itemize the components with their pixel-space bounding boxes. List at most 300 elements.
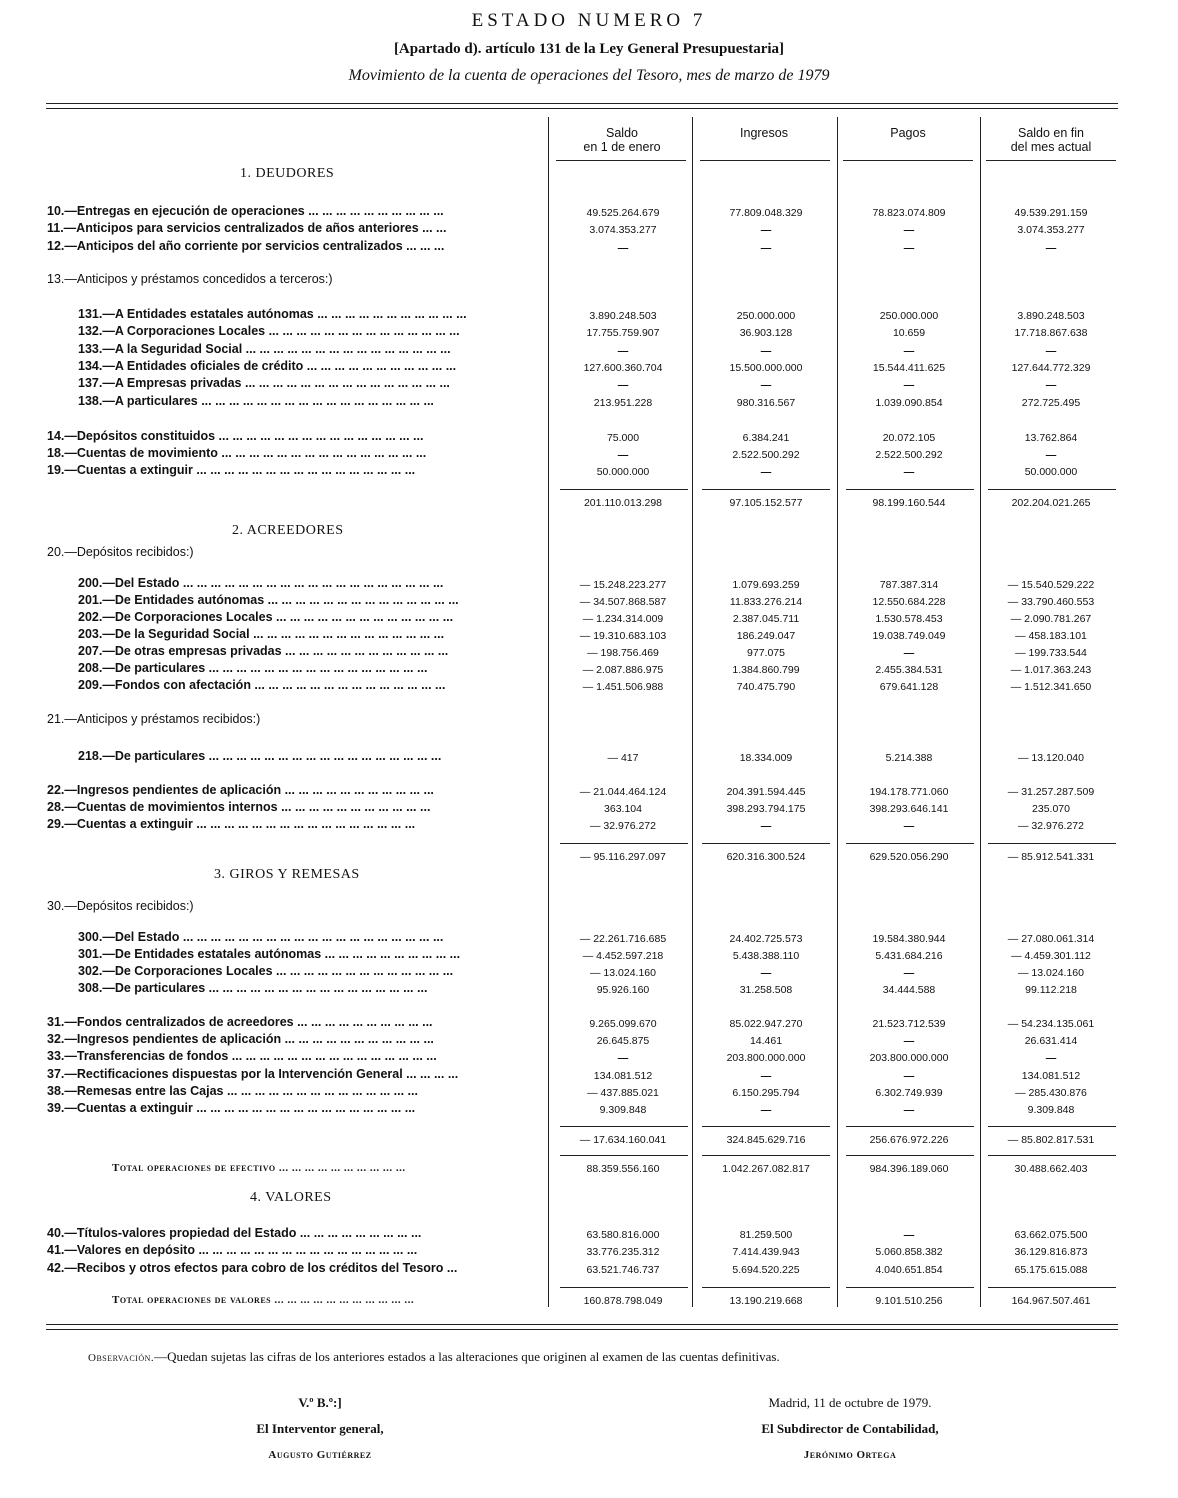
signature-right-line: Madrid, 11 de octubre de 1979. bbox=[768, 1395, 932, 1410]
cell-ingresos: 31.258.508 bbox=[739, 984, 793, 996]
cell-pagos: — bbox=[903, 1035, 915, 1047]
column-header-saldo-final bbox=[984, 126, 1118, 154]
table-row bbox=[0, 1225, 1178, 1243]
subtotal-rule bbox=[702, 489, 830, 490]
table-row bbox=[0, 1048, 1178, 1066]
table-row bbox=[0, 660, 1178, 678]
table-row bbox=[0, 643, 1178, 661]
cell-ingresos: 1.384.860.799 bbox=[732, 664, 800, 676]
observacion-text: —Quedan sujetas las cifras de los anteriores estados a las alteraciones que originen al examen de las cuentas definitivas. bbox=[154, 1349, 780, 1364]
header-underline bbox=[986, 160, 1116, 161]
cell-pagos: — bbox=[903, 466, 915, 478]
table-row bbox=[0, 609, 1178, 627]
cell-ingresos: 740.475.790 bbox=[736, 681, 796, 693]
row-label: 308.—De particulares ... ... ... ... ... ... ... ... ... ... ... ... ... ... ... ... bbox=[78, 981, 428, 995]
row-label: 302.—De Corporaciones Locales ... ... ... ... ... ... ... ... ... ... ... ... ... bbox=[78, 964, 454, 978]
cell-pagos: 1.039.090.854 bbox=[875, 397, 943, 409]
cell-ingresos: 324.845.629.716 bbox=[726, 1134, 806, 1146]
row-label: 21.—Anticipos y préstamos recibidos:) bbox=[47, 712, 261, 726]
cell-saldo-inicial: — 1.451.506.988 bbox=[582, 681, 664, 693]
subtotal-rule bbox=[988, 1126, 1116, 1127]
cell-saldo-inicial: 50.000.000 bbox=[596, 466, 650, 478]
cell-saldo-final: — 13.024.160 bbox=[1018, 967, 1084, 979]
cell-saldo-final: 272.725.495 bbox=[1021, 397, 1081, 409]
cell-saldo-inicial: 127.600.360.704 bbox=[583, 362, 663, 374]
cell-ingresos: 7.414.439.943 bbox=[732, 1246, 800, 1258]
cell-saldo-final: 36.129.816.873 bbox=[1014, 1246, 1088, 1258]
cell-saldo-final: — 285.430.876 bbox=[1015, 1087, 1087, 1099]
row-label: 33.—Transferencias de fondos ... ... ... ... ... ... ... ... ... ... ... ... ... ... ... bbox=[47, 1049, 437, 1063]
cell-saldo-inicial: — 34.507.868.587 bbox=[579, 596, 667, 608]
row-label: 12.—Anticipos del año corriente por servicios centralizados ... ... ... bbox=[47, 239, 445, 253]
column-header-line: del mes actual bbox=[1010, 140, 1092, 154]
cell-ingresos: — bbox=[760, 1070, 772, 1082]
table-row bbox=[0, 1083, 1178, 1101]
cell-saldo-inicial: 49.525.264.679 bbox=[586, 207, 660, 219]
cell-saldo-inicial: — 19.310.683.103 bbox=[579, 630, 667, 642]
row-label: 20.—Depósitos recibidos:) bbox=[47, 545, 194, 559]
cell-saldo-inicial: 33.776.235.312 bbox=[586, 1246, 660, 1258]
section-acreedores: 2. ACREEDORES bbox=[232, 523, 344, 538]
table-row bbox=[0, 1066, 1178, 1084]
cell-saldo-final: — 85.912.541.331 bbox=[1007, 851, 1095, 863]
cell-pagos: 10.659 bbox=[892, 327, 926, 339]
cell-ingresos: 203.800.000.000 bbox=[726, 1052, 806, 1064]
row-label: 38.—Remesas entre las Cajas ... ... ... ... ... ... ... ... ... ... ... ... ... ... bbox=[47, 1084, 418, 1098]
cell-saldo-final: — 85.802.817.531 bbox=[1007, 1134, 1095, 1146]
row-label: Total operaciones de valores ... ... ... ... ... ... ... ... ... ... ... bbox=[112, 1294, 415, 1306]
header-underline bbox=[700, 160, 830, 161]
column-header-line: Saldo bbox=[606, 126, 638, 140]
cell-pagos: 5.060.858.382 bbox=[875, 1246, 943, 1258]
cell-saldo-inicial: — 21.044.464.124 bbox=[579, 786, 667, 798]
cell-ingresos: — bbox=[760, 820, 772, 832]
subtotal-rule bbox=[702, 843, 830, 844]
cell-pagos: — bbox=[903, 345, 915, 357]
cell-saldo-final: — 31.257.287.509 bbox=[1007, 786, 1095, 798]
row-label: 32.—Ingresos pendientes de aplicación ... ... ... ... ... ... ... ... ... ... ... bbox=[47, 1032, 434, 1046]
cell-saldo-final: 9.309.848 bbox=[1027, 1104, 1075, 1116]
cell-saldo-inicial: 213.951.228 bbox=[593, 397, 653, 409]
row-label: 39.—Cuentas a extinguir ... ... ... ... ... ... ... ... ... ... ... ... ... ... ... ... bbox=[47, 1101, 416, 1115]
observacion-label: Observación. bbox=[88, 1352, 155, 1364]
cell-pagos: 21.523.712.539 bbox=[872, 1018, 946, 1030]
row-label: 209.—Fondos con afectación ... ... ... ... ... ... ... ... ... ... ... ... ... ... bbox=[78, 678, 446, 692]
total-row bbox=[0, 1292, 1178, 1310]
row-label: 137.—A Empresas privadas ... ... ... ... ... ... ... ... ... ... ... ... ... ... ... bbox=[78, 376, 450, 390]
subtotal-row bbox=[0, 494, 1178, 512]
cell-pagos: 1.530.578.453 bbox=[875, 613, 943, 625]
cell-pagos: 250.000.000 bbox=[879, 310, 939, 322]
table-row bbox=[0, 626, 1178, 644]
row-label: 19.—Cuentas a extinguir ... ... ... ... ... ... ... ... ... ... ... ... ... ... ... ... bbox=[47, 463, 416, 477]
cell-saldo-final: 49.539.291.159 bbox=[1014, 207, 1088, 219]
cell-pagos: 398.293.646.141 bbox=[869, 803, 949, 815]
subtotal-rule bbox=[560, 843, 688, 844]
cell-saldo-inicial: 134.081.512 bbox=[593, 1070, 653, 1082]
row-label: 134.—A Entidades oficiales de crédito ... ... ... ... ... ... ... ... ... ... ... bbox=[78, 359, 457, 373]
table-row bbox=[0, 711, 1178, 729]
cell-saldo-inicial: 3.074.353.277 bbox=[589, 224, 657, 236]
signature-right-name: Jerónimo Ortega bbox=[803, 1449, 897, 1461]
cell-pagos: 5.214.388 bbox=[885, 752, 933, 764]
bottom-rule-2 bbox=[46, 1329, 1118, 1330]
cell-saldo-final: 99.112.218 bbox=[1025, 984, 1077, 996]
table-row bbox=[0, 1260, 1178, 1278]
cell-saldo-final: 164.967.507.461 bbox=[1011, 1295, 1091, 1307]
row-label: 40.—Títulos-valores propiedad del Estado ... ... ... ... ... ... ... ... ... bbox=[47, 1226, 422, 1240]
table-row bbox=[0, 1242, 1178, 1260]
cell-ingresos: 81.259.500 bbox=[739, 1229, 793, 1241]
top-rule bbox=[46, 103, 1118, 104]
cell-pagos: 34.444.588 bbox=[882, 984, 936, 996]
cell-ingresos: 5.694.520.225 bbox=[732, 1264, 800, 1276]
cell-pagos: 2.455.384.531 bbox=[875, 664, 943, 676]
table-row bbox=[0, 677, 1178, 695]
cell-pagos: 4.040.651.854 bbox=[875, 1264, 943, 1276]
table-row bbox=[0, 592, 1178, 610]
cell-ingresos: — bbox=[760, 224, 772, 236]
table-row bbox=[0, 748, 1178, 766]
cell-ingresos: — bbox=[760, 242, 772, 254]
cell-pagos: 6.302.749.939 bbox=[875, 1087, 943, 1099]
cell-saldo-inicial: 201.110.013.298 bbox=[583, 497, 663, 509]
cell-pagos: 2.522.500.292 bbox=[875, 449, 943, 461]
cell-ingresos: 1.079.693.259 bbox=[732, 579, 800, 591]
cell-saldo-final: — 4.459.301.112 bbox=[1011, 950, 1091, 962]
header-underline bbox=[556, 160, 686, 161]
header-underline bbox=[843, 160, 973, 161]
table-row bbox=[0, 1031, 1178, 1049]
cell-pagos: — bbox=[903, 967, 915, 979]
cell-saldo-final: 17.718.867.638 bbox=[1014, 327, 1088, 339]
cell-saldo-final: 127.644.772.329 bbox=[1011, 362, 1091, 374]
cell-saldo-inicial: 9.309.848 bbox=[599, 1104, 647, 1116]
cell-ingresos: 398.293.794.175 bbox=[726, 803, 806, 815]
cell-ingresos: 620.316.300.524 bbox=[726, 851, 806, 863]
cell-saldo-final: — 1.017.363.243 bbox=[1010, 664, 1092, 676]
row-label: 29.—Cuentas a extinguir ... ... ... ... ... ... ... ... ... ... ... ... ... ... ... ... bbox=[47, 817, 416, 831]
table-row bbox=[0, 544, 1178, 562]
row-label: 18.—Cuentas de movimiento ... ... ... ... ... ... ... ... ... ... ... ... ... ... ... bbox=[47, 446, 427, 460]
table-row bbox=[0, 462, 1178, 480]
cell-saldo-inicial: 3.890.248.503 bbox=[589, 310, 657, 322]
cell-ingresos: — bbox=[760, 1104, 772, 1116]
cell-saldo-final: — bbox=[1045, 242, 1057, 254]
table-row bbox=[0, 929, 1178, 947]
column-header-line: Saldo en fin bbox=[1017, 126, 1085, 140]
cell-saldo-final: — bbox=[1045, 1052, 1057, 1064]
cell-saldo-inicial: 63.521.746.737 bbox=[586, 1264, 660, 1276]
cell-ingresos: — bbox=[760, 466, 772, 478]
subtotal-rule bbox=[560, 1287, 688, 1288]
row-label: 203.—De la Seguridad Social ... ... ... ... ... ... ... ... ... ... ... ... ... ... bbox=[78, 627, 445, 641]
cell-pagos: 98.199.160.544 bbox=[872, 497, 946, 509]
cell-pagos: — bbox=[903, 647, 915, 659]
cell-saldo-final: 3.074.353.277 bbox=[1017, 224, 1085, 236]
table-row bbox=[0, 1014, 1178, 1032]
cell-saldo-inicial: 75.000 bbox=[606, 432, 640, 444]
cell-saldo-inicial: — 198.756.469 bbox=[587, 647, 659, 659]
row-label: 202.—De Corporaciones Locales ... ... ... ... ... ... ... ... ... ... ... ... ... bbox=[78, 610, 454, 624]
signature-left-line: El Interventor general, bbox=[256, 1421, 384, 1436]
cell-saldo-inicial: — 95.116.297.097 bbox=[580, 851, 666, 863]
table-row bbox=[0, 428, 1178, 446]
cell-pagos: 787.387.314 bbox=[879, 579, 939, 591]
table-row bbox=[0, 445, 1178, 463]
cell-pagos: — bbox=[903, 379, 915, 391]
cell-ingresos: 85.022.947.270 bbox=[729, 1018, 803, 1030]
row-label: 133.—A la Seguridad Social ... ... ... ... ... ... ... ... ... ... ... ... ... ... ... bbox=[78, 342, 451, 356]
cell-ingresos: 97.105.152.577 bbox=[729, 497, 803, 509]
cell-saldo-final: 65.175.615.088 bbox=[1014, 1264, 1088, 1276]
row-label: Total operaciones de efectivo ... ... ... ... ... ... ... ... ... ... bbox=[112, 1162, 406, 1174]
cell-saldo-inicial: — 32.976.272 bbox=[590, 820, 656, 832]
row-label: 10.—Entregas en ejecución de operaciones ... ... ... ... ... ... ... ... ... ... bbox=[47, 204, 444, 218]
cell-ingresos: 2.522.500.292 bbox=[732, 449, 800, 461]
cell-ingresos: 36.903.128 bbox=[739, 327, 793, 339]
cell-pagos: — bbox=[903, 1104, 915, 1116]
table-row bbox=[0, 306, 1178, 324]
cell-saldo-inicial: 88.359.556.160 bbox=[586, 1163, 660, 1175]
subtotal-rule bbox=[560, 1155, 688, 1156]
subtotal-rule bbox=[702, 1155, 830, 1156]
signature-left bbox=[240, 1390, 400, 1468]
row-label: 22.—Ingresos pendientes de aplicación ... ... ... ... ... ... ... ... ... ... ... bbox=[47, 783, 434, 797]
table-row bbox=[0, 220, 1178, 238]
column-header-pagos bbox=[838, 126, 978, 140]
cell-pagos: — bbox=[903, 242, 915, 254]
cell-pagos: 194.178.771.060 bbox=[869, 786, 949, 798]
subtotal-rule bbox=[560, 1126, 688, 1127]
table-row bbox=[0, 575, 1178, 593]
table-row bbox=[0, 203, 1178, 221]
cell-ingresos: 6.150.295.794 bbox=[732, 1087, 800, 1099]
signature-left-line: V.º B.º:] bbox=[298, 1395, 342, 1410]
top-rule-2 bbox=[46, 108, 1118, 109]
row-label: 131.—A Entidades estatales autónomas ... ... ... ... ... ... ... ... ... ... ... bbox=[78, 307, 467, 321]
observacion-note bbox=[88, 1349, 780, 1365]
table-row bbox=[0, 782, 1178, 800]
row-label: 42.—Recibos y otros efectos para cobro de los créditos del Tesoro ... bbox=[47, 1261, 458, 1275]
cell-ingresos: 980.316.567 bbox=[736, 397, 796, 409]
cell-saldo-inicial: — 1.234.314.009 bbox=[582, 613, 664, 625]
row-label: 28.—Cuentas de movimientos internos ... ... ... ... ... ... ... ... ... ... ... bbox=[47, 800, 431, 814]
row-label: 37.—Rectificaciones dispuestas por la Intervención General ... ... ... ... bbox=[47, 1067, 459, 1081]
cell-saldo-inicial: — 22.261.716.685 bbox=[579, 933, 667, 945]
table-row bbox=[0, 375, 1178, 393]
cell-ingresos: 14.461 bbox=[749, 1035, 783, 1047]
cell-ingresos: — bbox=[760, 967, 772, 979]
table-row bbox=[0, 393, 1178, 411]
section-valores: 4. VALORES bbox=[250, 1190, 332, 1205]
row-label: 208.—De particulares ... ... ... ... ... ... ... ... ... ... ... ... ... ... ... ... bbox=[78, 661, 428, 675]
cell-pagos: — bbox=[903, 1070, 915, 1082]
row-label: 301.—De Entidades estatales autónomas ... ... ... ... ... ... ... ... ... ... bbox=[78, 947, 461, 961]
subtotal-rule bbox=[846, 1126, 974, 1127]
cell-pagos: 5.431.684.216 bbox=[875, 950, 943, 962]
cell-saldo-inicial: — 17.634.160.041 bbox=[579, 1134, 667, 1146]
cell-saldo-inicial: — 4.452.597.218 bbox=[582, 950, 664, 962]
cell-pagos: 984.396.189.060 bbox=[869, 1163, 949, 1175]
document-subtitle: [Apartado d). artículo 131 de la Ley General Presupuestaria] bbox=[393, 41, 785, 57]
row-label: 218.—De particulares ... ... ... ... ... ... ... ... ... ... ... ... ... ... ... ... ... bbox=[78, 749, 442, 763]
cell-saldo-final: — 32.976.272 bbox=[1018, 820, 1084, 832]
table-row bbox=[0, 323, 1178, 341]
cell-saldo-final: — 13.120.040 bbox=[1018, 752, 1084, 764]
table-row bbox=[0, 799, 1178, 817]
total-row bbox=[0, 1160, 1178, 1178]
cell-saldo-final: — 2.090.781.267 bbox=[1010, 613, 1092, 625]
cell-saldo-inicial: 26.645.875 bbox=[596, 1035, 650, 1047]
cell-saldo-inicial: — bbox=[617, 345, 629, 357]
cell-saldo-final: 13.762.864 bbox=[1024, 432, 1078, 444]
cell-saldo-inicial: 95.926.160 bbox=[596, 984, 650, 996]
table-row bbox=[0, 898, 1178, 916]
column-header-saldo-inicial bbox=[552, 126, 692, 154]
cell-saldo-final: 26.631.414 bbox=[1024, 1035, 1078, 1047]
cell-saldo-inicial: — bbox=[617, 449, 629, 461]
cell-pagos: 19.584.380.944 bbox=[872, 933, 946, 945]
row-label: 207.—De otras empresas privadas ... ... ... ... ... ... ... ... ... ... ... ... bbox=[78, 644, 449, 658]
cell-saldo-inicial: 363.104 bbox=[604, 803, 642, 815]
cell-saldo-final: 50.000.000 bbox=[1024, 466, 1078, 478]
row-label: 41.—Valores en depósito ... ... ... ... ... ... ... ... ... ... ... ... ... ... ... ... bbox=[47, 1243, 418, 1257]
signature-left-name: Augusto Gutiérrez bbox=[268, 1449, 372, 1461]
cell-saldo-inicial: 17.755.759.907 bbox=[586, 327, 660, 339]
signature-right-line: El Subdirector de Contabilidad, bbox=[761, 1421, 939, 1436]
cell-saldo-inicial: — 417 bbox=[607, 752, 639, 764]
cell-saldo-final: — 199.733.544 bbox=[1015, 647, 1087, 659]
cell-saldo-inicial: 63.580.816.000 bbox=[586, 1229, 660, 1241]
cell-saldo-inicial: 160.878.798.049 bbox=[583, 1295, 663, 1307]
cell-saldo-final: — 1.512.341.650 bbox=[1010, 681, 1092, 693]
cell-pagos: 256.676.972.226 bbox=[869, 1134, 949, 1146]
subtotal-row bbox=[0, 848, 1178, 866]
signature-right bbox=[710, 1390, 990, 1468]
cell-saldo-inicial: — bbox=[617, 1052, 629, 1064]
cell-pagos: 12.550.684.228 bbox=[872, 596, 946, 608]
document-title: ESTADO NUMERO 7 bbox=[471, 10, 707, 31]
table-row bbox=[0, 963, 1178, 981]
cell-ingresos: 204.391.594.445 bbox=[726, 786, 806, 798]
cell-saldo-final: 3.890.248.503 bbox=[1017, 310, 1085, 322]
row-label: 132.—A Corporaciones Locales ... ... ... ... ... ... ... ... ... ... ... ... ... ... bbox=[78, 324, 460, 338]
cell-ingresos: 977.075 bbox=[747, 647, 785, 659]
table-row bbox=[0, 980, 1178, 998]
cell-ingresos: 11.833.276.214 bbox=[729, 596, 803, 608]
cell-pagos: — bbox=[903, 820, 915, 832]
cell-pagos: 9.101.510.256 bbox=[875, 1295, 943, 1307]
subtotal-row bbox=[0, 1131, 1178, 1149]
table-row bbox=[0, 341, 1178, 359]
subtotal-rule bbox=[702, 1126, 830, 1127]
cell-pagos: 78.823.074.809 bbox=[872, 207, 946, 219]
cell-ingresos: 5.438.388.110 bbox=[732, 950, 800, 962]
document-caption: Movimiento de la cuenta de operaciones del Tesoro, mes de marzo de 1979 bbox=[348, 67, 830, 84]
subtotal-rule bbox=[846, 843, 974, 844]
cell-saldo-final: 63.662.075.500 bbox=[1014, 1229, 1088, 1241]
row-label: 13.—Anticipos y préstamos concedidos a terceros:) bbox=[47, 272, 333, 286]
column-header-line: Ingresos bbox=[740, 126, 788, 140]
subtotal-rule bbox=[846, 489, 974, 490]
cell-pagos: 20.072.105 bbox=[882, 432, 936, 444]
cell-saldo-inicial: — bbox=[617, 242, 629, 254]
cell-ingresos: 2.387.045.711 bbox=[732, 613, 800, 625]
subtotal-rule bbox=[988, 843, 1116, 844]
table-row bbox=[0, 816, 1178, 834]
row-label: 300.—Del Estado ... ... ... ... ... ... ... ... ... ... ... ... ... ... ... ... ... ... ... bbox=[78, 930, 444, 944]
section-deudores: 1. DEUDORES bbox=[240, 166, 335, 181]
table-row bbox=[0, 271, 1178, 289]
cell-ingresos: 15.500.000.000 bbox=[729, 362, 803, 374]
cell-saldo-final: — bbox=[1045, 345, 1057, 357]
cell-saldo-inicial: — bbox=[617, 379, 629, 391]
cell-saldo-inicial: — 2.087.886.975 bbox=[582, 664, 664, 676]
cell-saldo-final: — 33.790.460.553 bbox=[1007, 596, 1095, 608]
cell-saldo-final: 235.070 bbox=[1032, 803, 1070, 815]
subtotal-rule bbox=[988, 1287, 1116, 1288]
cell-ingresos: 18.334.009 bbox=[739, 752, 793, 764]
table-row bbox=[0, 946, 1178, 964]
cell-pagos: 15.544.411.625 bbox=[872, 362, 946, 374]
cell-ingresos: 24.402.725.573 bbox=[729, 933, 803, 945]
cell-saldo-final: 30.488.662.403 bbox=[1014, 1163, 1088, 1175]
cell-saldo-final: — bbox=[1045, 379, 1057, 391]
row-label: 14.—Depósitos constituidos ... ... ... ... ... ... ... ... ... ... ... ... ... ... ... bbox=[47, 429, 424, 443]
cell-ingresos: 77.809.048.329 bbox=[729, 207, 803, 219]
cell-saldo-inicial: — 437.885.021 bbox=[587, 1087, 659, 1099]
column-header-line: Pagos bbox=[890, 126, 926, 140]
subtotal-rule bbox=[846, 1155, 974, 1156]
cell-ingresos: 250.000.000 bbox=[736, 310, 796, 322]
subtotal-rule bbox=[988, 1155, 1116, 1156]
cell-pagos: 19.038.749.049 bbox=[872, 630, 946, 642]
cell-saldo-inicial: — 15.248.223.277 bbox=[579, 579, 667, 591]
column-header-ingresos bbox=[694, 126, 834, 140]
subtotal-rule bbox=[560, 489, 688, 490]
row-label: 200.—Del Estado ... ... ... ... ... ... ... ... ... ... ... ... ... ... ... ... ... ... ... bbox=[78, 576, 444, 590]
row-label: 11.—Anticipos para servicios centralizados de años anteriores ... ... bbox=[47, 221, 447, 235]
cell-ingresos: — bbox=[760, 379, 772, 391]
cell-saldo-inicial: 9.265.099.670 bbox=[589, 1018, 657, 1030]
section-giros-remesas: 3. GIROS Y REMESAS bbox=[214, 867, 360, 882]
cell-saldo-final: — bbox=[1045, 449, 1057, 461]
table-row bbox=[0, 358, 1178, 376]
cell-ingresos: 186.249.047 bbox=[736, 630, 796, 642]
cell-ingresos: 1.042.267.082.817 bbox=[722, 1163, 810, 1175]
cell-pagos: — bbox=[903, 224, 915, 236]
subtotal-rule bbox=[988, 489, 1116, 490]
cell-saldo-final: — 54.234.135.061 bbox=[1007, 1018, 1095, 1030]
column-header-line: en 1 de enero bbox=[583, 140, 661, 154]
bottom-rule bbox=[46, 1324, 1118, 1325]
row-label: 30.—Depósitos recibidos:) bbox=[47, 899, 194, 913]
cell-saldo-final: — 458.183.101 bbox=[1015, 630, 1087, 642]
table-row bbox=[0, 1100, 1178, 1118]
cell-saldo-final: — 15.540.529.222 bbox=[1007, 579, 1095, 591]
cell-saldo-inicial: — 13.024.160 bbox=[590, 967, 656, 979]
subtotal-rule bbox=[702, 1287, 830, 1288]
cell-ingresos: 6.384.241 bbox=[742, 432, 790, 444]
cell-pagos: — bbox=[903, 1229, 915, 1241]
row-label: 31.—Fondos centralizados de acreedores ... ... ... ... ... ... ... ... ... ... bbox=[47, 1015, 433, 1029]
cell-pagos: 203.800.000.000 bbox=[869, 1052, 949, 1064]
row-label: 138.—A particulares ... ... ... ... ... ... ... ... ... ... ... ... ... ... ... ... ... bbox=[78, 394, 434, 408]
cell-ingresos: 13.190.219.668 bbox=[729, 1295, 803, 1307]
subtotal-rule bbox=[846, 1287, 974, 1288]
cell-ingresos: — bbox=[760, 345, 772, 357]
